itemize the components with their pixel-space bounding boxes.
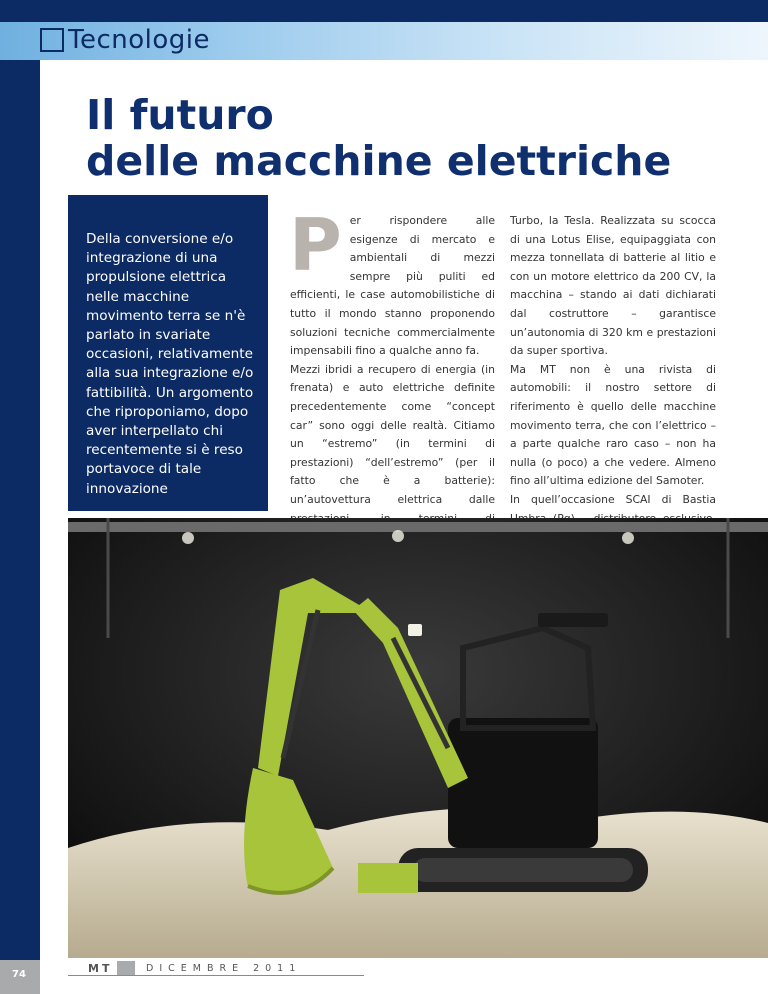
footer-magazine: MT [88, 962, 113, 975]
lighting-truss [68, 522, 768, 532]
body-paragraph: In quell’occasione SCAI di Bastia [510, 492, 716, 506]
drop-cap: P [289, 203, 342, 287]
footer-issue-date: DICEMBRE 2011 [146, 963, 302, 974]
section-label: Tecnologie [68, 25, 210, 55]
page-number: 74 [12, 969, 26, 980]
top-bar [0, 0, 768, 22]
body-column-2 [510, 212, 716, 547]
footer-rule [68, 975, 364, 976]
headline-line-2: delle macchine elettriche [86, 137, 672, 185]
body-paragraph: Ma MT non è una rivista di automobili: il nostro settore di riferimento è quello delle macchine movimento terra, che con l’elettrico – a parte qualche raro caso – non ha nulla (o poco) a che vedere. Almeno fino all’ultima edizione del Samoter. [510, 362, 716, 488]
section-square-icon [40, 28, 64, 52]
headline-line-1: Il futuro [86, 91, 274, 139]
excavator-photo [68, 518, 768, 958]
lead-text: Della conversione e/o integrazione di una propulsione elettrica nelle macchine movimento terra se n'è parlato in svariate occasioni, relativamente alla sua integrazione e/o fattibilità. Un argomento che riproponiamo, dopo aver interpellato chi recentemente si è reso portavoce di tale innovazione [86, 231, 254, 497]
left-margin-stripe [0, 60, 40, 994]
excavator-body [448, 718, 598, 848]
excavator-illustration [68, 518, 768, 958]
body-paragraph: Turbo, la Tesla. Realizzata su scocca di una Lotus Elise, equipaggiata con mezza tonnellata di batterie al litio e con un motore elettrico da 200 CV, la macchina – stando ai dati dichiarati dal costruttore – garantisce un’autonomia di 320 km e prestazioni da super sportiva. [510, 214, 716, 358]
body-column-1 [289, 203, 495, 565]
article-headline [86, 92, 671, 184]
body-paragraph: Mezzi ibridi a recupero di energia (in frenata) e auto elettriche definite precedentemente come “concept car” sono oggi delle realtà. Citiamo un “estremo” (in termini di prestazioni) “dell’estremo” (per il fatto che è a batterie): un’autovettura elettrica dalle [290, 362, 495, 506]
body-paragraph: er rispondere alle esigenze di mercato e ambientali di mezzi sempre più puliti ed efficienti, le case automobilistiche di tutto il mondo stanno proponendo soluzioni tecniche commercialmente impensabili fino a qualche anno fa. [290, 214, 495, 358]
footer-separator [117, 961, 135, 975]
